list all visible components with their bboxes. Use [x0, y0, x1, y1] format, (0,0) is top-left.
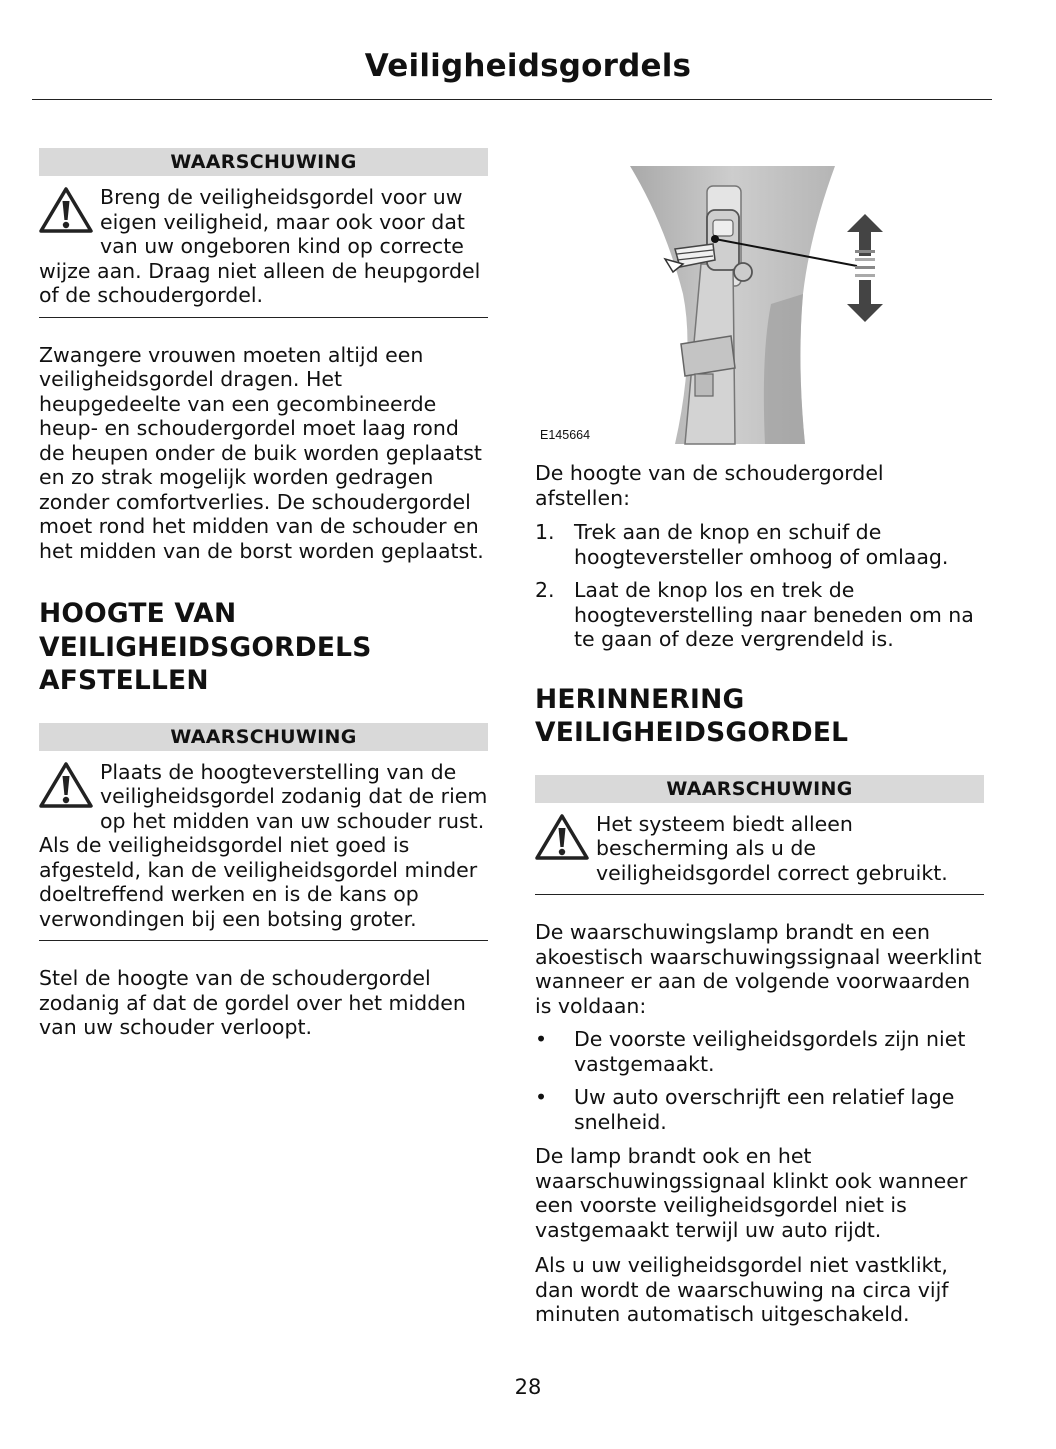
- section-heading: HOOGTE VAN VEILIGHEIDSGORDELS AFSTELLEN: [39, 598, 372, 696]
- warning-heading: WAARSCHUWING: [39, 723, 488, 751]
- list-item: [535, 1027, 984, 1076]
- warning-box: [535, 803, 984, 886]
- warning-heading: WAARSCHUWING: [535, 775, 984, 803]
- list-text: Trek aan de knop en schuif de hoogteversteller omhoog of omlaag.: [574, 520, 949, 569]
- warning-heading: WAARSCHUWING: [39, 148, 488, 176]
- list-item: [535, 520, 984, 569]
- warning-triangle-icon: [38, 760, 94, 810]
- list-item: [535, 1085, 984, 1134]
- page-number: 28: [514, 1375, 542, 1399]
- warning-text: Breng de veiligheidsgordel voor uw eigen veiligheid, maar ook voor dat van uw ongeboren kind op correcte wijze aan. Draag niet alleen de heupgordel of de schoudergordel.: [39, 185, 481, 307]
- warning-text: Het systeem biedt alleen bescherming als u de veiligheidsgordel correct gebruikt.: [596, 811, 948, 885]
- figure: [535, 154, 984, 451]
- paragraph: Als u uw veiligheidsgordel niet vastklikt, dan wordt de waarschuwing na circa vijf minuten automatisch uitgeschakeld.: [535, 1253, 949, 1326]
- figure-code: E145664: [540, 428, 591, 442]
- right-column: [535, 148, 984, 1327]
- paragraph: Zwangere vrouwen moeten altijd een veiligheidsgordel dragen. Het heupgedeelte van een gecombineerde heup- en schoudergordel moet laag rond de heupen onder de buik worden geplaatst en zo strak mogelijk worden gedragen zonder comfortverlies. De schoudergordel moet rond het midden van de schouder en het midden van de borst worden geplaatst.: [39, 342, 484, 563]
- paragraph: De waarschuwingslamp brandt en een akoestisch waarschuwingssignaal weerklint wanneer er aan de volgende voorwaarden is voldaan:: [535, 920, 982, 1018]
- list-text: De voorste veiligheidsgordels zijn niet vastgemaakt.: [574, 1027, 966, 1076]
- left-column: [39, 148, 488, 1040]
- page-title: Veiligheidsgordels: [364, 48, 692, 84]
- warning-divider: [39, 317, 488, 318]
- warning-divider: [39, 940, 488, 941]
- list-text: Uw auto overschrijft een relatief lage snelheid.: [574, 1085, 955, 1134]
- warning-box: [39, 751, 488, 932]
- section-heading: HERINNERING VEILIGHEIDSGORDEL: [535, 683, 849, 748]
- list-number: 1.: [535, 520, 555, 544]
- list-item: [535, 578, 984, 652]
- warning-box: [39, 176, 488, 308]
- paragraph: De hoogte van de schoudergordel afstellen:: [535, 461, 884, 510]
- warning-triangle-icon: [534, 812, 590, 862]
- bullet-mark: •: [535, 1085, 548, 1109]
- paragraph: Stel de hoogte van de schoudergordel zodanig af dat de gordel over het midden van uw schouder verloopt.: [39, 966, 466, 1039]
- paragraph: De lamp brandt ook en het waarschuwingssignaal klinkt ook wanneer een voorste veiligheidsgordel niet is vastgemaakt terwijl uw auto rijdt.: [535, 1144, 968, 1242]
- seatbelt-height-adjuster-illustration: [535, 154, 984, 451]
- warning-text: Plaats de hoogteverstelling van de veiligheidsgordel zodanig dat de riem op het midden van uw schouder rust. Als de veiligheidsgordel niet goed is afgesteld, kan de veiligheidsgordel minder doeltreffend werken en is de kans op verwondingen bij een botsing groter.: [39, 759, 488, 931]
- title-divider: [32, 99, 992, 100]
- warning-divider: [535, 894, 984, 895]
- list-text: Laat de knop los en trek de hoogteverstelling naar beneden om na te gaan of deze vergrendeld is.: [574, 578, 974, 651]
- list-number: 2.: [535, 578, 555, 602]
- bullet-mark: •: [535, 1027, 548, 1051]
- warning-triangle-icon: [38, 185, 94, 235]
